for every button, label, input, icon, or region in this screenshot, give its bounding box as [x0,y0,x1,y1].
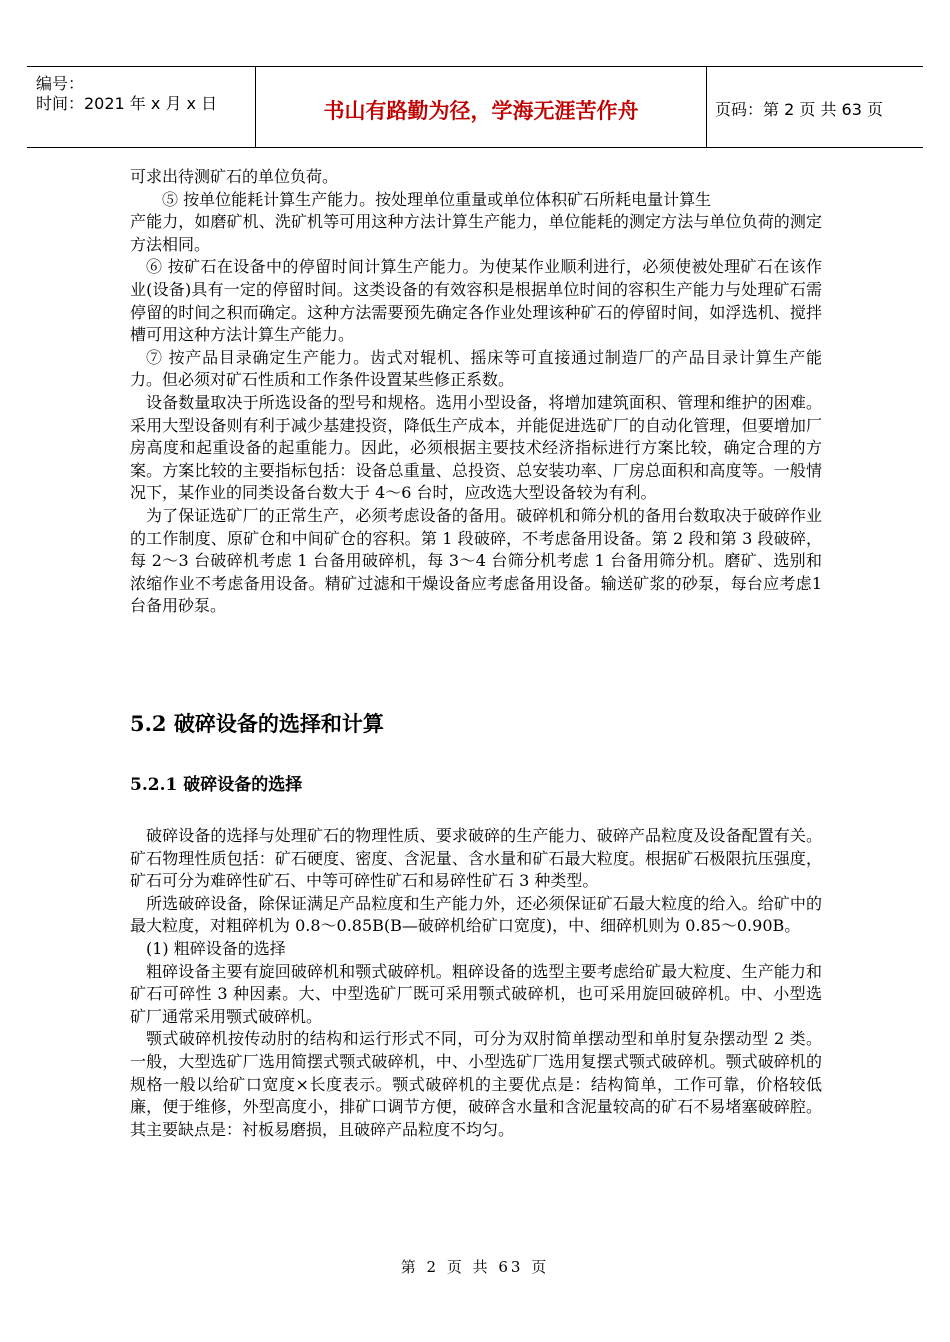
document-time-label: 时间：2021 年 x 月 x 日 [36,94,218,113]
paragraph: 所选破碎设备，除保证满足产品粒度和生产能力外，还必须保证矿石最大粒度的给入。给矿中的最大粒度，对粗碎机为 0.8～0.85B(B—破碎机给矿口宽度)，中、细碎机则为 0.85～0.90B。 [130,893,822,936]
paragraph: 颚式破碎机按传动肘的结构和运行形式不同，可分为双肘简单摆动型和单肘复杂摆动型 2 类。一般，大型选矿厂选用简摆式颚式破碎机，中、小型选矿厂选用复摆式颚式破碎机。颚式破碎机的规格一般以给矿口宽度×长度表示。颚式破碎机的主要优点是：结构简单，工作可靠，价格较低廉，便于维修，外型高度小，排矿口调节方便，破碎含水量和含泥量较高的矿石不易堵塞破碎腔。其主要缺点是：衬板易磨损，且破碎产品粒度不均匀。 [130,1029,822,1139]
header-left-cell [27,67,256,147]
paragraph: 粗碎设备主要有旋回破碎机和颚式破碎机。粗碎设备的选型主要考虑给矿最大粒度、生产能力和矿石可碎性 3 种因素。大、中型选矿厂既可采用颚式破碎机，也可采用旋回破碎机。中、小型选矿厂通常采用颚式破碎机。 [130,961,822,1026]
header-page-code: 页码：第 2 页 共 63 页 [715,100,883,119]
paragraph: ⑦ 按产品目录确定生产能力。齿式对辊机、摇床等可直接通过制造厂的产品目录计算生产能力。但必须对矿石性质和工作条件设置某些修正系数。 [130,347,822,390]
header-middle-cell [256,67,707,147]
paragraph: 可求出待测矿石的单位负荷。 [130,167,339,186]
paragraph: 破碎设备的选择与处理矿石的物理性质、要求破碎的生产能力、破碎产品粒度及设备配置有关。矿石物理性质包括：矿石硬度、密度、含泥量、含水量和矿石最大粒度。根据矿石极限抗压强度，矿石可分为难碎性矿石、中等可碎性矿石和易碎性矿石 3 种类型。 [130,826,822,891]
header-right-cell [707,67,923,147]
section1-body [130,166,822,618]
document-number-label: 编号： [36,74,85,93]
header-table [27,66,923,148]
paragraph: 为了保证选矿厂的正常生产，必须考虑设备的备用。破碎机和筛分机的备用台数取决于破碎作业的工作制度、原矿仓和中间矿仓的容积。第 1 段破碎，不考虑备用设备。第 2 段和第 3 段破碎，每 2～3 台破碎机考虑 1 台备用破碎机，每 3～4 台筛分机考虑 1 台备用筛分机。磨矿、选别和浓缩作业不考虑备用设备。精矿过滤和干燥设备应考虑备用设备。输送矿浆的砂泵，每台应考虑1台备用砂泵。 [130,505,822,616]
subsection-heading: 5.2.1 破碎设备的选择 [130,775,303,795]
header-motto: 书山有路勤为径，学海无涯苦作舟 [323,99,639,123]
page-footer: 第 2 页 共 63 页 [400,1258,550,1276]
section2-body [130,825,822,1141]
paragraph: 设备数量取决于所选设备的型号和规格。选用小型设备，将增加建筑面积、管理和维护的困难。采用大型设备则有利于减少基建投资，降低生产成本，并能促进选矿厂的自动化管理，但要增加厂房高度和起重设备的起重能力。因此，必须根据主要技术经济指标进行方案比较，确定合理的方案。方案比较的主要指标包括：设备总重量、总投资、总安装功率、厂房总面积和高度等。一般情况下，某作业的同类设备台数大于 4～6 台时，应改选大型设备较为有利。 [130,392,822,503]
list-heading: (1) 粗碎设备的选择 [146,938,286,958]
paragraph: ⑥ 按矿石在设备中的停留时间计算生产能力。为使某作业顺利进行，必须使被处理矿石在该作业(设备)具有一定的停留时间。这类设备的有效容积是根据单位时间的容积生产能力与处理矿石需停留的时间之积而确定。这种方法需要预先确定各作业处理该种矿石的停留时间，如浮选机、搅拌槽可用这种方法计算生产能力。 [130,257,822,345]
paragraph: 产能力，如磨矿机、洗矿机等可用这种方法计算生产能力，单位能耗的测定方法与单位负荷的测定方法相同。 [130,212,822,254]
paragraph: ⑤ 按单位能耗计算生产能力。按处理单位重量或单位体积矿石所耗电量计算生 [162,189,712,209]
section-heading: 5.2 破碎设备的选择和计算 [130,711,384,736]
